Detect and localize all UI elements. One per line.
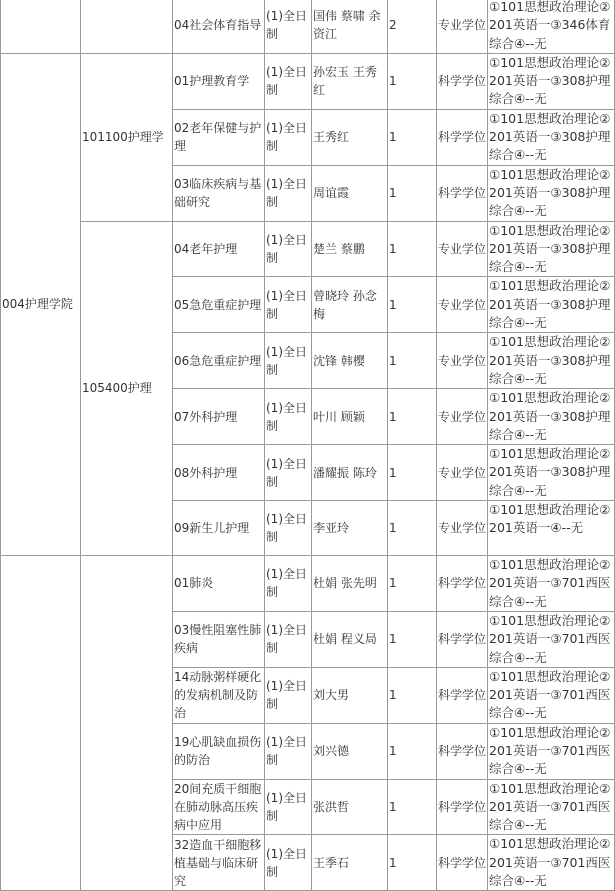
table-row xyxy=(1,556,615,612)
degree-type-cell: 科学学位 xyxy=(437,779,488,835)
exam-subjects-cell: ①101思想政治理论②201英语一③308护理综合④--无 xyxy=(488,221,615,277)
degree-type-cell: 专业学位 xyxy=(437,277,488,333)
degree-type-cell: 科学学位 xyxy=(437,556,488,612)
major-cell: 101100护理学 xyxy=(81,53,173,221)
degree-type-cell: 科学学位 xyxy=(437,165,488,221)
exam-subjects-cell: ①101思想政治理论②201英语一③701西医综合④--无 xyxy=(488,611,615,667)
research-direction-cell: 08外科护理 xyxy=(173,445,265,501)
supervisors-cell: 李亚玲 xyxy=(312,501,388,556)
table-row xyxy=(1,221,615,277)
research-direction-cell: 07外科护理 xyxy=(173,389,265,445)
exam-subjects-cell: ①101思想政治理论②201英语一③308护理综合④--无 xyxy=(488,109,615,165)
supervisors-cell: 王季石 xyxy=(312,835,388,891)
study-mode-cell: (1)全日制 xyxy=(265,723,312,779)
research-direction-cell: 14动脉粥样硬化的发病机制及防治 xyxy=(173,667,265,723)
exam-subjects-cell: ①101思想政治理论②201英语一③701西医综合④--无 xyxy=(488,723,615,779)
degree-type-cell: 专业学位 xyxy=(437,0,488,53)
study-mode-cell: (1)全日制 xyxy=(265,221,312,277)
study-mode-cell: (1)全日制 xyxy=(265,0,312,53)
study-mode-cell: (1)全日制 xyxy=(265,109,312,165)
study-mode-cell: (1)全日制 xyxy=(265,389,312,445)
degree-type-cell: 科学学位 xyxy=(437,723,488,779)
quota-cell: 1 xyxy=(388,835,437,891)
quota-cell: 1 xyxy=(388,779,437,835)
supervisors-cell: 孙宏玉 王秀红 xyxy=(312,53,388,109)
exam-subjects-cell: ①101思想政治理论②201英语一③308护理综合④--无 xyxy=(488,165,615,221)
research-direction-cell: 02老年保健与护理 xyxy=(173,109,265,165)
quota-cell: 1 xyxy=(388,277,437,333)
research-direction-cell: 19心肌缺血损伤的防治 xyxy=(173,723,265,779)
quota-cell: 1 xyxy=(388,165,437,221)
quota-cell: 1 xyxy=(388,445,437,501)
major-cell: 105400护理 xyxy=(81,221,173,555)
supervisors-cell: 杜娟 张先明 xyxy=(312,556,388,612)
supervisors-cell: 楚兰 蔡鹏 xyxy=(312,221,388,277)
research-direction-cell: 01肺炎 xyxy=(173,556,265,612)
supervisors-cell: 潘耀振 陈玲 xyxy=(312,445,388,501)
exam-subjects-cell: ①101思想政治理论②201英语一③308护理综合④--无 xyxy=(488,445,615,501)
study-mode-cell: (1)全日制 xyxy=(265,779,312,835)
study-mode-cell: (1)全日制 xyxy=(265,277,312,333)
college-cell xyxy=(1,0,81,53)
supervisors-cell: 王秀红 xyxy=(312,109,388,165)
study-mode-cell: (1)全日制 xyxy=(265,835,312,891)
study-mode-cell: (1)全日制 xyxy=(265,501,312,556)
quota-cell: 1 xyxy=(388,611,437,667)
supervisors-cell: 周谊霞 xyxy=(312,165,388,221)
exam-subjects-cell: ①101思想政治理论②201英语一③346体育综合④--无 xyxy=(488,0,615,53)
quota-cell: 1 xyxy=(388,723,437,779)
supervisors-cell: 国伟 蔡啸 余资江 xyxy=(312,0,388,53)
study-mode-cell: (1)全日制 xyxy=(265,556,312,612)
supervisors-cell: 刘大男 xyxy=(312,667,388,723)
degree-type-cell: 专业学位 xyxy=(437,389,488,445)
degree-type-cell: 科学学位 xyxy=(437,53,488,109)
degree-type-cell: 科学学位 xyxy=(437,667,488,723)
quota-cell: 1 xyxy=(388,109,437,165)
quota-cell: 1 xyxy=(388,556,437,612)
exam-subjects-cell: ①101思想政治理论②201英语一③701西医综合④--无 xyxy=(488,779,615,835)
quota-cell: 1 xyxy=(388,667,437,723)
college-cell xyxy=(1,556,81,891)
research-direction-cell: 01护理教育学 xyxy=(173,53,265,109)
research-direction-cell: 32造血干细胞移植基础与临床研究 xyxy=(173,835,265,891)
exam-subjects-cell: ①101思想政治理论②201英语一③308护理综合④--无 xyxy=(488,389,615,445)
degree-type-cell: 专业学位 xyxy=(437,501,488,556)
exam-subjects-cell: ①101思想政治理论②201英语一③308护理综合④--无 xyxy=(488,277,615,333)
degree-type-cell: 科学学位 xyxy=(437,835,488,891)
degree-type-cell: 专业学位 xyxy=(437,333,488,389)
supervisors-cell: 张洪哲 xyxy=(312,779,388,835)
supervisors-cell: 沈锋 韩樱 xyxy=(312,333,388,389)
degree-type-cell: 科学学位 xyxy=(437,611,488,667)
exam-subjects-cell: ①101思想政治理论②201英语一③701西医综合④--无 xyxy=(488,556,615,612)
research-direction-cell: 05急危重症护理 xyxy=(173,277,265,333)
study-mode-cell: (1)全日制 xyxy=(265,333,312,389)
exam-subjects-cell: ①101思想政治理论②201英语一③701西医综合④--无 xyxy=(488,835,615,891)
research-direction-cell: 03慢性阻塞性肺疾病 xyxy=(173,611,265,667)
degree-type-cell: 专业学位 xyxy=(437,221,488,277)
research-direction-cell: 03临床疾病与基础研究 xyxy=(173,165,265,221)
degree-type-cell: 科学学位 xyxy=(437,109,488,165)
quota-cell: 1 xyxy=(388,501,437,556)
major-cell xyxy=(81,556,173,891)
supervisors-cell: 曾晓玲 孙念梅 xyxy=(312,277,388,333)
table-row xyxy=(1,53,615,109)
research-direction-cell: 04老年护理 xyxy=(173,221,265,277)
quota-cell: 1 xyxy=(388,389,437,445)
quota-cell: 1 xyxy=(388,333,437,389)
exam-subjects-cell: ①101思想政治理论②201英语一④--无 xyxy=(488,501,615,556)
table-row xyxy=(1,0,615,53)
college-cell: 004护理学院 xyxy=(1,53,81,555)
research-direction-cell: 06急危重症护理 xyxy=(173,333,265,389)
quota-cell: 1 xyxy=(388,53,437,109)
exam-subjects-cell: ①101思想政治理论②201英语一③308护理综合④--无 xyxy=(488,333,615,389)
study-mode-cell: (1)全日制 xyxy=(265,445,312,501)
quota-cell: 1 xyxy=(388,221,437,277)
supervisors-cell: 杜娟 程义局 xyxy=(312,611,388,667)
supervisors-cell: 叶川 顾颖 xyxy=(312,389,388,445)
research-direction-cell: 20间充质干细胞在肺动脉高压疾病中应用 xyxy=(173,779,265,835)
exam-subjects-cell: ①101思想政治理论②201英语一③701西医综合④--无 xyxy=(488,667,615,723)
degree-type-cell: 专业学位 xyxy=(437,445,488,501)
exam-subjects-cell: ①101思想政治理论②201英语一③308护理综合④--无 xyxy=(488,53,615,109)
study-mode-cell: (1)全日制 xyxy=(265,667,312,723)
major-cell xyxy=(81,0,173,53)
supervisors-cell: 刘兴德 xyxy=(312,723,388,779)
study-mode-cell: (1)全日制 xyxy=(265,611,312,667)
study-mode-cell: (1)全日制 xyxy=(265,165,312,221)
study-mode-cell: (1)全日制 xyxy=(265,53,312,109)
research-direction-cell: 09新生儿护理 xyxy=(173,501,265,556)
quota-cell: 2 xyxy=(388,0,437,53)
research-direction-cell: 04社会体育指导 xyxy=(173,0,265,53)
